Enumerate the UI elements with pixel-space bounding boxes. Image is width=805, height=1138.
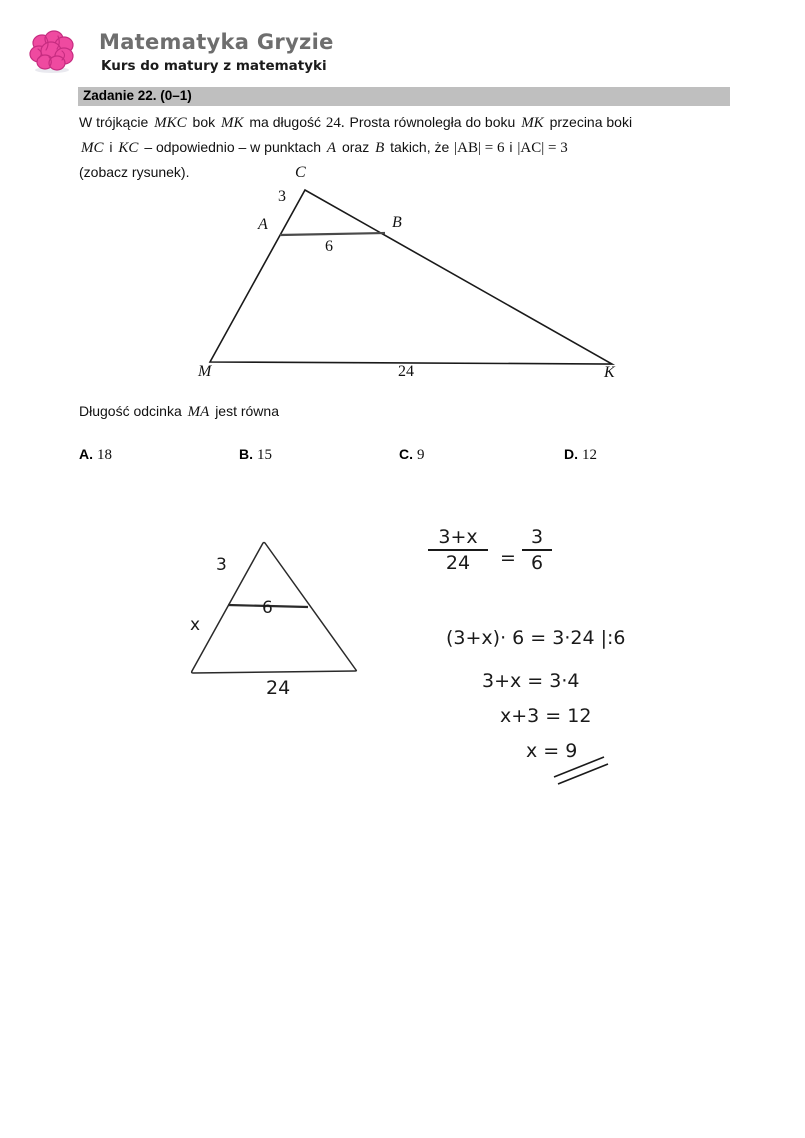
question-text: Długość odcinka <box>79 403 182 419</box>
question-line <box>79 403 279 421</box>
triangle-name: MKC <box>154 115 187 131</box>
fraction-right-denominator: 6 <box>530 552 544 574</box>
hand-label-24: 24 <box>266 677 291 699</box>
handwritten-solution <box>0 505 805 805</box>
answer-letter-b: B. <box>239 446 253 462</box>
solution-step-5: x = 9 <box>526 740 578 762</box>
equation-fraction-right <box>522 527 552 573</box>
statement-conj-2: i <box>509 139 513 155</box>
equation-fraction-left <box>428 527 488 573</box>
question-tail: jest równa <box>215 403 279 419</box>
equation-equals-sign: = <box>500 547 516 569</box>
answer-value-d: 12 <box>582 447 597 463</box>
solution-step-4: x+3 = 12 <box>500 705 592 727</box>
site-header <box>0 0 805 85</box>
triangle-svg <box>180 160 650 392</box>
brain-icon <box>26 27 78 75</box>
point-a-name: A <box>326 140 337 156</box>
vertex-label-m: M <box>198 363 212 380</box>
vertex-label-b: B <box>392 214 402 231</box>
fraction-right-numerator: 3 <box>530 526 544 548</box>
answer-option-c[interactable] <box>399 446 425 464</box>
ab-equation: |AB| = 6 <box>454 140 505 156</box>
side-mk-name: MK <box>221 115 244 131</box>
statement-text-1: W trójkącie <box>79 114 149 130</box>
edge-label-ca: 3 <box>278 188 286 205</box>
question-segment-name: MA <box>187 404 210 420</box>
answer-value-a: 18 <box>97 447 112 463</box>
vertex-label-k: K <box>604 364 615 381</box>
statement-text-6: – odpowiednio – w punktach <box>144 139 321 155</box>
side-length-value: 24. <box>325 115 345 131</box>
printed-triangle-figure <box>180 160 650 392</box>
solution-step-2: (3+x)· 6 = 3·24 |:6 <box>446 627 626 649</box>
vertex-label-a: A <box>258 216 268 233</box>
answer-double-underline <box>552 755 612 787</box>
statement-text-4: Prosta równoległa do boku <box>349 114 516 130</box>
answers-row <box>79 446 719 470</box>
answer-value-b: 15 <box>257 447 272 463</box>
point-b-name: B <box>375 140 385 156</box>
hand-label-6: 6 <box>262 598 273 618</box>
brand-title: Matematyka Gryzie <box>99 30 334 54</box>
vertex-label-c: C <box>295 164 306 181</box>
segment-ab <box>280 233 385 235</box>
statement-text-2: bok <box>192 114 216 130</box>
triangle-outline <box>210 190 612 364</box>
edge-label-ab: 6 <box>325 238 333 255</box>
answer-option-a[interactable] <box>79 446 112 464</box>
statement-conj-1: i <box>109 139 113 155</box>
edge-label-mk: 24 <box>398 363 414 380</box>
answer-option-d[interactable] <box>564 446 597 464</box>
statement-see-figure: (zobacz rysunek). <box>79 164 190 180</box>
fraction-left-bar <box>428 549 488 551</box>
answer-letter-c: C. <box>399 446 413 462</box>
task-banner <box>78 87 730 106</box>
answer-letter-a: A. <box>79 446 93 462</box>
answer-value-c: 9 <box>417 447 425 463</box>
hand-label-x: x <box>190 615 201 635</box>
answer-option-b[interactable] <box>239 446 272 464</box>
statement-text-3: ma długość <box>249 114 321 130</box>
side-mc-name: MC <box>81 140 104 156</box>
fraction-right-bar <box>522 549 552 551</box>
parallel-side-name: MK <box>521 115 544 131</box>
task-banner-label: Zadanie 22. (0–1) <box>83 88 192 103</box>
statement-text-5: przecina boki <box>549 114 633 130</box>
fraction-left-denominator: 24 <box>445 552 471 574</box>
statement-text-7: oraz <box>341 139 370 155</box>
solution-step-3: 3+x = 3·4 <box>482 670 580 692</box>
handdrawn-triangle <box>180 525 380 695</box>
statement-text-8: takich, że <box>390 139 450 155</box>
side-kc-name: KC <box>118 140 139 156</box>
brand-subtitle: Kurs do matury z matematyki <box>101 58 327 74</box>
ac-equation: |AC| = 3 <box>517 140 568 156</box>
fraction-left-numerator: 3+x <box>438 526 478 548</box>
answer-letter-d: D. <box>564 446 578 462</box>
hand-label-3: 3 <box>216 555 227 575</box>
